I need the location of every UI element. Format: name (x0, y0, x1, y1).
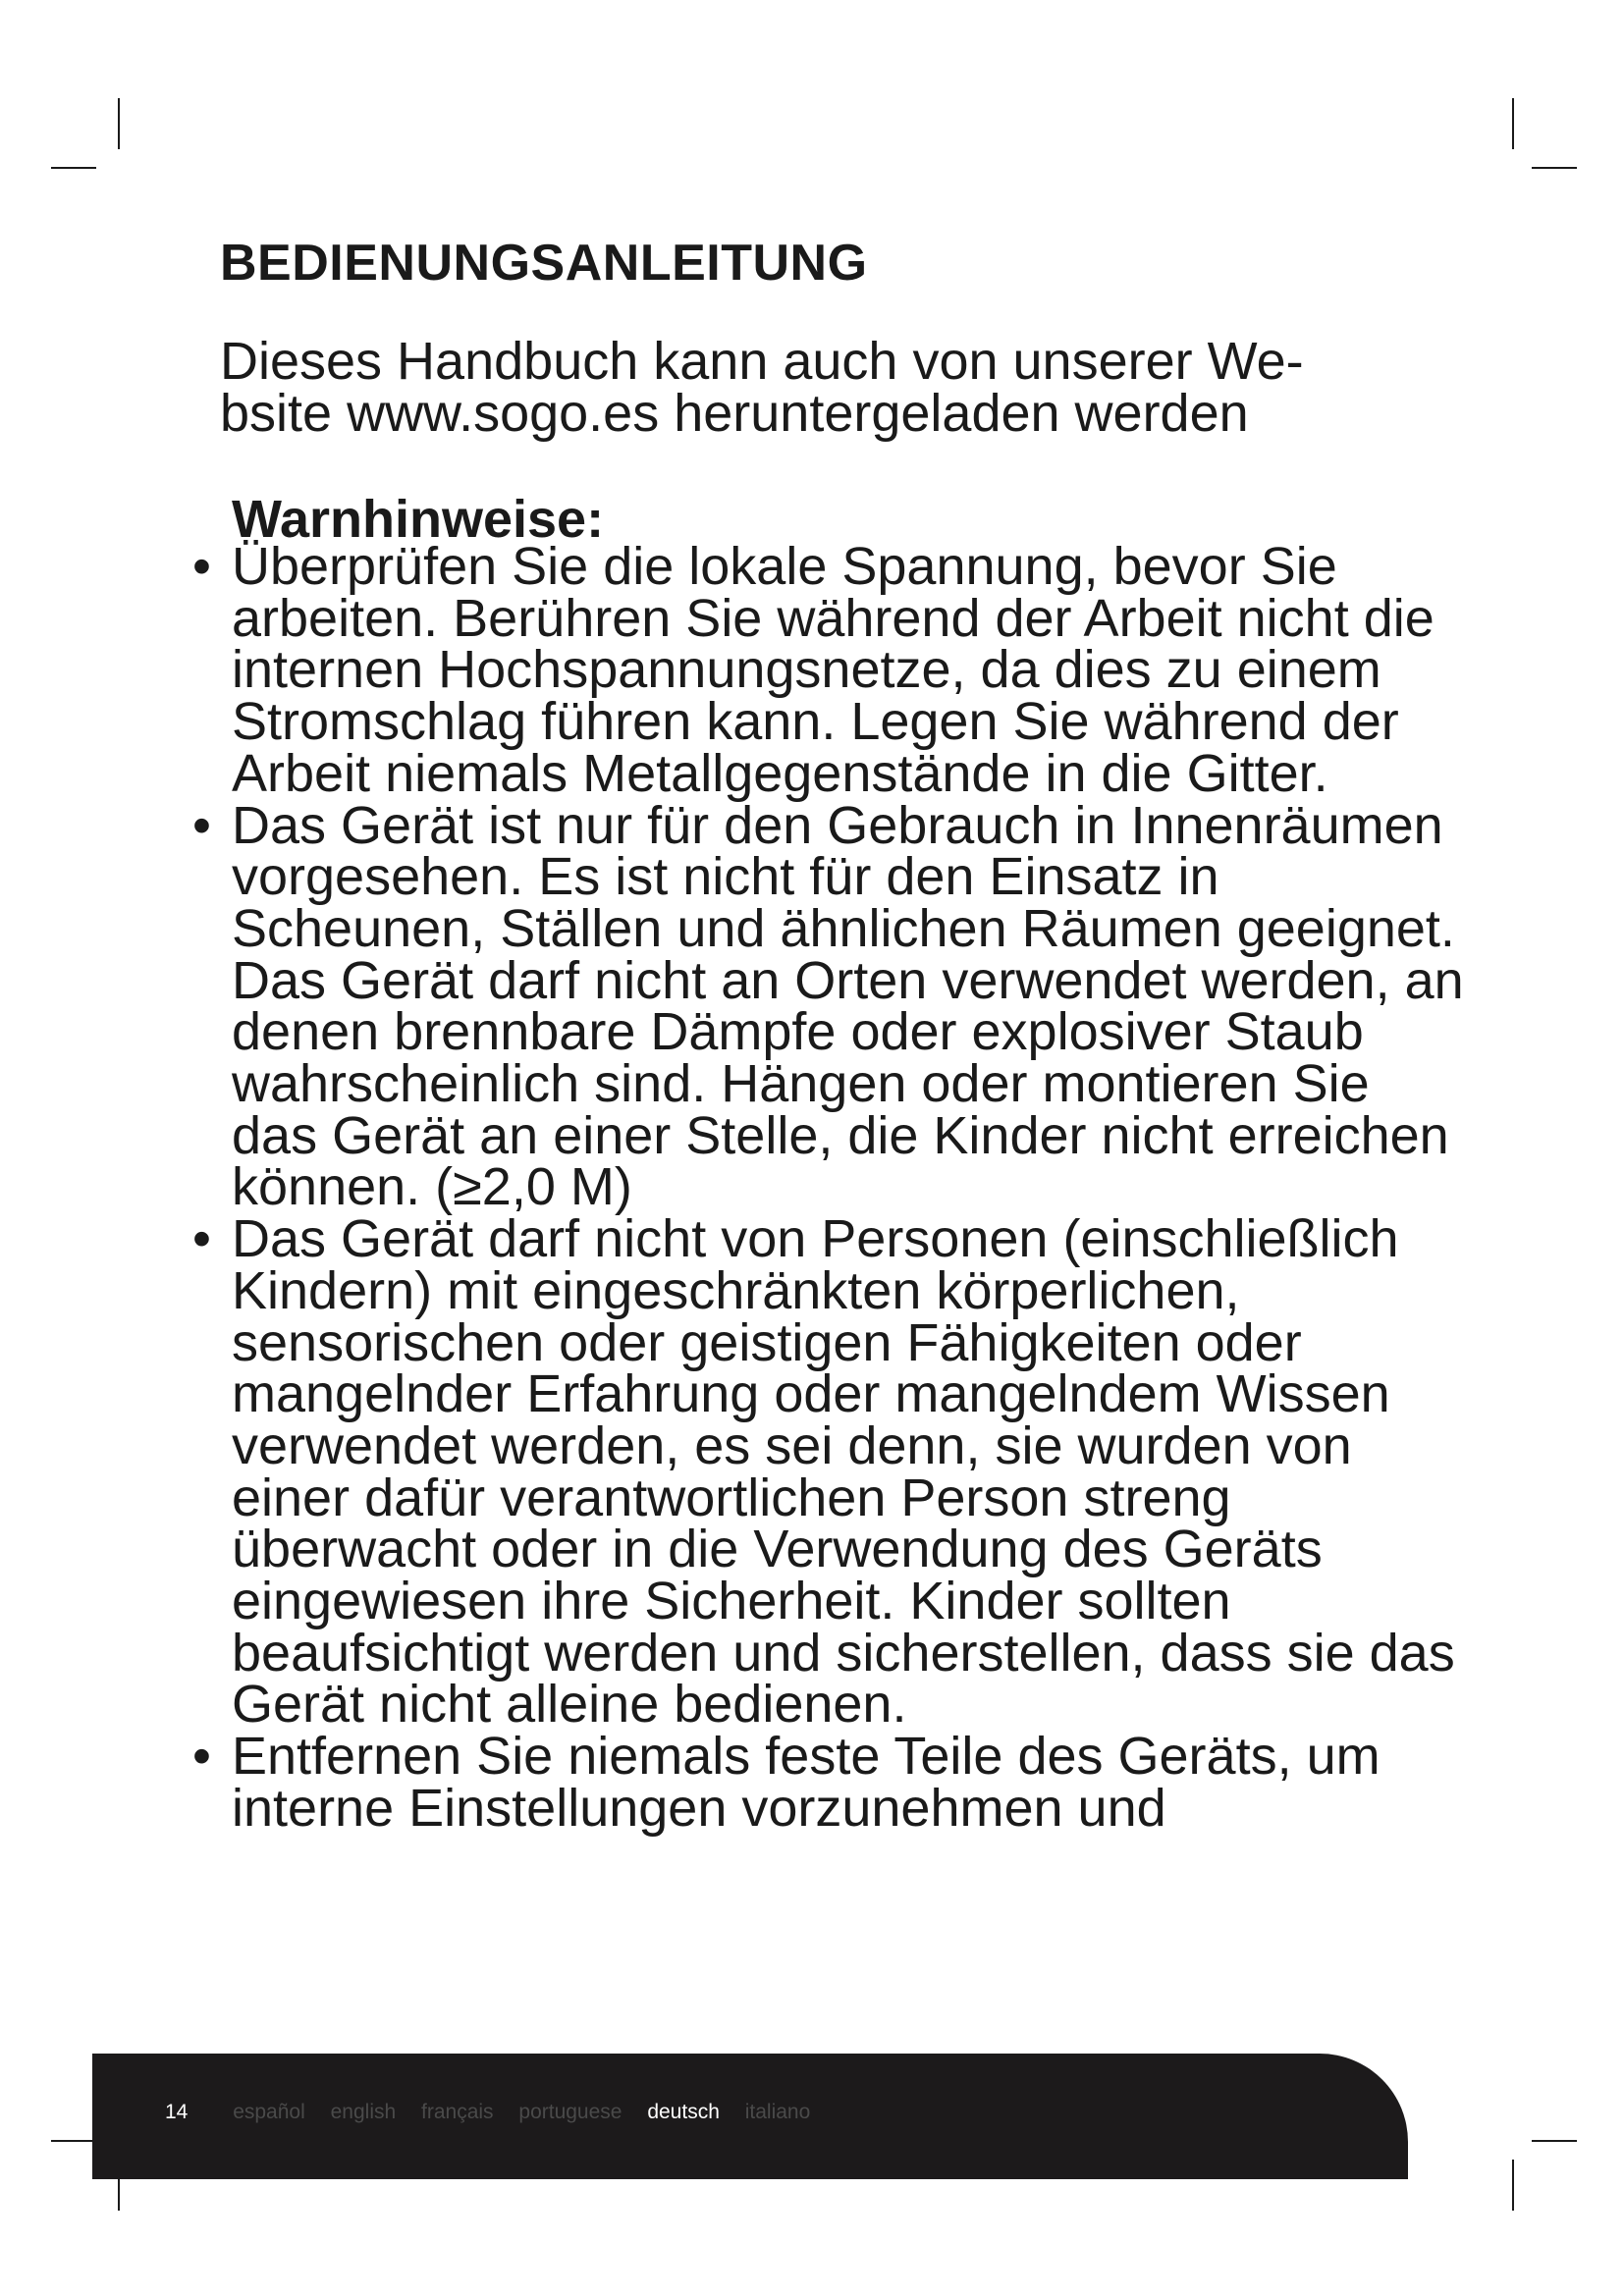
warning-text: Entfernen Sie niemals feste Teile des Geräts, um interne Einstellungen vorzunehmen und (232, 1727, 1380, 1838)
crop-mark (1532, 167, 1577, 169)
bullet-icon: • (192, 1727, 211, 1787)
warning-item (192, 1727, 1469, 1838)
language-link-espanol[interactable]: español (233, 2101, 305, 2123)
page-title: BEDIENUNGSANLEITUNG (220, 235, 868, 292)
footer-content (165, 2101, 830, 2124)
crop-mark (118, 98, 120, 149)
language-link-francais[interactable]: français (421, 2101, 494, 2123)
crop-mark (1532, 2140, 1577, 2142)
bullet-icon: • (192, 537, 211, 596)
crop-mark (51, 2140, 96, 2142)
warning-text: Überprüfen Sie die lokale Spannung, bevor Sie arbeiten. Berühren Sie während der Arbeit nicht die internen Hochspannungsnetze, da dies zu einem Stromschlag führen kann. Legen Sie während der Arbeit niemals Metallgegenstände in die Gitter. (232, 537, 1435, 803)
crop-mark (1512, 2160, 1514, 2211)
warning-item (192, 795, 1469, 1217)
intro-line-1: Dieses Handbuch kann auch von unserer We- (220, 332, 1304, 391)
crop-mark (51, 167, 96, 169)
language-link-deutsch[interactable]: deutsch (647, 2101, 720, 2123)
page-number: 14 (165, 2101, 189, 2123)
warnings-list (192, 537, 1469, 1838)
bullet-icon: • (192, 1209, 211, 1269)
warning-text: Das Gerät darf nicht von Personen (einschließlich Kindern) mit eingeschränkten körperlichen, sensorischen oder geistigen Fähigkeiten oder mangelnder Erfahrung oder mangelndem Wissen verwendet werden, es sei denn, sie wurden von einer dafür verantwortlichen Person streng überwacht oder in die Verwendung des Geräts eingewiesen ihre Sicherheit. Kinder sollten beaufsichtigt werden und sicherstellen, dass sie das Gerät nicht alleine bedienen. (232, 1209, 1455, 1735)
bullet-icon: • (192, 795, 211, 855)
footer-bar (92, 2054, 1408, 2179)
warnings-heading: Warnhinweise: (232, 490, 605, 549)
language-link-english[interactable]: english (330, 2101, 397, 2123)
warning-item (192, 1209, 1469, 1735)
language-link-italiano[interactable]: italiano (744, 2101, 811, 2123)
intro-line-2: bsite www.sogo.es heruntergeladen werden (220, 384, 1249, 443)
intro-text (220, 332, 1447, 443)
warning-text: Das Gerät ist nur für den Gebrauch in Innenräumen vorgesehen. Es ist nicht für den Einsatz in Scheunen, Ställen und ähnlichen Räumen geeignet. Das Gerät darf nicht an Orten verwendet werden, an denen brennbare Dämpfe oder explosiver Staub wahrscheinlich sind. Hängen oder montieren Sie das Gerät an einer Stelle, die Kinder nicht erreichen können. (≥2,0 M) (232, 795, 1464, 1217)
crop-mark (1512, 98, 1514, 149)
language-link-portuguese[interactable]: portuguese (518, 2101, 623, 2123)
warning-item (192, 537, 1469, 803)
